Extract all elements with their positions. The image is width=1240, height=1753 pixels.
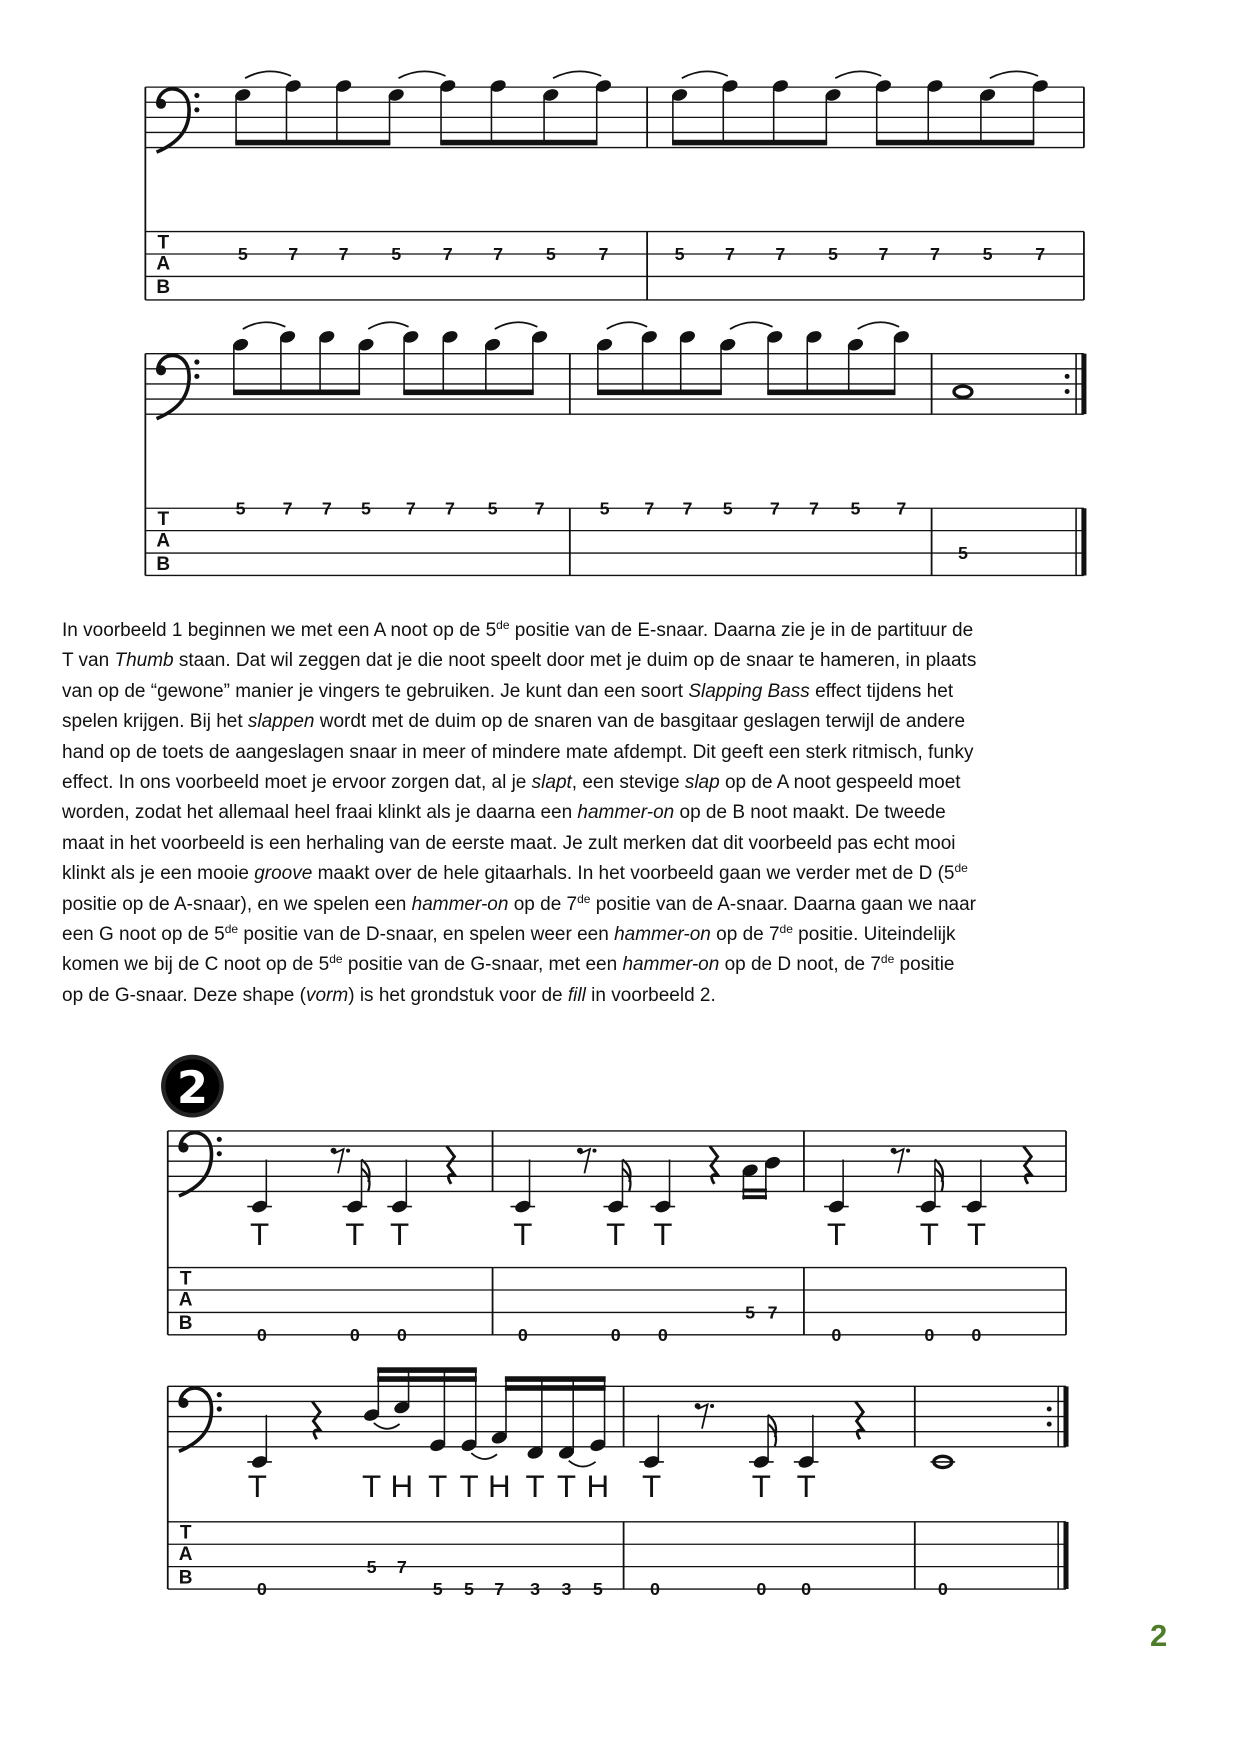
text-segment: positie van de D-snaar, en spelen weer een	[238, 924, 615, 946]
tab-clef-letter: B	[178, 1567, 193, 1589]
tab-number: 7	[493, 244, 504, 265]
rest-dot	[710, 1404, 714, 1408]
superscript-text: de	[779, 922, 793, 937]
slur	[245, 71, 291, 78]
tab-number: 5	[828, 244, 839, 265]
bass-clef-icon	[156, 89, 199, 152]
tab-number: 3	[530, 1579, 541, 1600]
slur	[835, 71, 881, 78]
italic-text: groove	[254, 863, 313, 885]
tab-number: 7	[775, 244, 786, 265]
slap-stroke-letter: T	[826, 1217, 846, 1253]
tab-number: 7	[321, 498, 332, 519]
clef-dot	[194, 374, 199, 379]
slap-stroke-letter: T	[606, 1217, 626, 1253]
tab-number: 7	[494, 1579, 505, 1600]
tab-number: 7	[282, 498, 293, 519]
slap-stroke-letter: T	[653, 1217, 673, 1253]
text-segment: worden, zodat het allemaal heel fraai klinkt als je daarna een	[62, 802, 578, 824]
text-segment: een G noot op de 5	[62, 924, 225, 946]
italic-text: slapt	[531, 772, 572, 794]
whole-note-head	[954, 386, 972, 397]
clef-dot	[217, 1406, 222, 1411]
tab-clef-letter: T	[157, 232, 170, 254]
italic-text: slap	[684, 772, 720, 794]
clef-dot	[217, 1137, 222, 1142]
clef-dot	[194, 93, 199, 98]
repeat-dot	[1065, 374, 1070, 379]
tab-number: 7	[445, 498, 455, 519]
tab-clef-letter: B	[156, 553, 171, 575]
slap-stroke-letter: T	[362, 1469, 382, 1505]
slap-stroke-letter: T	[966, 1217, 986, 1253]
text-segment: maat in het voorbeeld is een herhaling van de eerste maat. Je zult merken dat dit voorbeeld pas echt mooi	[62, 832, 956, 854]
tab-clef-letter: B	[178, 1313, 193, 1335]
tab-number: 5	[850, 498, 861, 519]
tab-clef-letter: T	[179, 1268, 192, 1290]
tab-number: 0	[924, 1324, 935, 1345]
text-segment: In voorbeeld 1 beginnen we met een A noot op de 5	[62, 620, 497, 641]
tab-number: 5	[366, 1556, 377, 1577]
text-segment: , een stevige	[571, 772, 685, 794]
paragraph-line	[62, 829, 1182, 859]
text-segment: positie van de G-snaar, met een	[342, 954, 623, 976]
text-segment: komen we bij de C noot op de 5	[62, 954, 330, 976]
italic-text: slappen	[247, 711, 315, 733]
tab-number: 7	[929, 244, 940, 265]
tab-number: 0	[517, 1324, 528, 1345]
text-segment: spelen krijgen. Bij het	[62, 711, 248, 733]
slap-stroke-letter: H	[487, 1469, 511, 1505]
slur	[471, 1453, 497, 1459]
paragraph-line	[62, 738, 1182, 768]
beam	[742, 1188, 767, 1192]
tab-clef-letter: B	[156, 277, 171, 299]
text-segment: maakt over de hele gitaarhals. In het voorbeeld gaan we verder met de D (5	[312, 863, 955, 885]
slap-stroke-letter: H	[586, 1469, 610, 1505]
text-segment: hand op de toets de aangeslagen snaar in meer of mindere mate afdempt. Dit geeft een sterk ritmisch, funky	[62, 741, 974, 763]
beam	[597, 390, 722, 396]
dotted-eighth-rest-icon	[695, 1403, 714, 1429]
paragraph-line	[62, 677, 1182, 707]
rest-dot	[592, 1149, 596, 1153]
tab-number: 7	[534, 498, 545, 519]
tab-number: 7	[809, 498, 819, 519]
italic-text: hammer-on	[614, 924, 711, 946]
tab-number: 7	[725, 244, 735, 265]
tab-number: 7	[769, 498, 780, 519]
slur	[398, 71, 445, 78]
paragraph-line	[62, 859, 1182, 889]
clef-dot	[194, 107, 199, 112]
slap-stroke-letter: T	[513, 1217, 533, 1253]
tab-number: 0	[256, 1324, 267, 1345]
italic-text: vorm	[305, 984, 349, 1006]
slur	[730, 322, 773, 329]
text-segment: positie op de A-snaar), en we spelen een	[62, 893, 412, 915]
dotted-eighth-rest-icon	[331, 1148, 350, 1174]
text-segment: T van	[62, 650, 115, 672]
tab-clef-letter: T	[157, 509, 170, 531]
beam	[505, 1376, 606, 1382]
bass-clef-icon	[156, 355, 199, 418]
slur	[368, 322, 408, 329]
italic-text: Thumb	[114, 650, 174, 672]
italic-text: Slapping Bass	[688, 680, 810, 702]
tab-number: 5	[745, 1302, 756, 1323]
slap-stroke-letter: T	[751, 1469, 771, 1505]
beam	[742, 1195, 767, 1199]
tab-number: 5	[722, 498, 733, 519]
tab-number: 7	[896, 498, 907, 519]
tab-number: 5	[391, 244, 402, 265]
clef-curve	[157, 89, 190, 152]
slur	[243, 322, 286, 329]
slap-stroke-letter: T	[459, 1469, 479, 1505]
tab-number: 0	[971, 1324, 982, 1345]
tab-number: 0	[396, 1324, 407, 1345]
text-segment: op de B noot maakt. De tweede	[674, 802, 946, 824]
quarter-rest-icon	[1023, 1146, 1031, 1184]
tab-number: 5	[592, 1579, 603, 1600]
quarter-rest-icon	[855, 1401, 863, 1439]
bass-clef-icon	[178, 1133, 221, 1196]
tab-number: 7	[644, 498, 655, 519]
tab-number: 0	[657, 1324, 668, 1345]
superscript-text: de	[577, 891, 591, 906]
tab-number: 7	[767, 1302, 778, 1323]
badge-number: 2	[176, 1060, 208, 1114]
slap-stroke-letter: T	[642, 1469, 662, 1505]
quarter-rest-icon	[447, 1146, 455, 1184]
tab-number: 5	[957, 543, 968, 564]
slur	[607, 322, 647, 329]
paragraph-line	[62, 950, 1182, 980]
beam	[876, 140, 1034, 146]
superscript-text: de	[329, 952, 343, 967]
italic-text: hammer-on	[577, 802, 675, 824]
text-segment: ) is het grondstuk voor de	[348, 984, 568, 1006]
tab-clef-letter: A	[178, 1543, 193, 1565]
tab-number: 5	[982, 244, 993, 265]
bass-clef-icon	[178, 1388, 221, 1451]
slap-stroke-letter: T	[345, 1217, 365, 1253]
text-segment: op de D noot, de 7	[719, 954, 881, 976]
beam	[233, 390, 360, 396]
quarter-rest-icon	[312, 1401, 320, 1439]
clef-dot	[194, 359, 199, 364]
dotted-eighth-rest-icon	[891, 1148, 910, 1174]
tab-clef-letter: T	[179, 1522, 192, 1544]
tab-number: 5	[599, 498, 610, 519]
slap-stroke-letter: T	[525, 1469, 545, 1505]
beam	[440, 140, 597, 146]
beam	[377, 1367, 477, 1373]
italic-text: hammer-on	[411, 893, 509, 915]
slap-stroke-letter: T	[390, 1217, 410, 1253]
rest-dot	[346, 1149, 350, 1153]
repeat-dot	[1047, 1407, 1052, 1412]
superscript-text: de	[496, 618, 510, 632]
tab-number: 7	[682, 498, 693, 519]
repeat-dot	[1065, 389, 1070, 394]
text-segment: op de G-snaar. Deze shape (	[62, 984, 306, 1006]
paragraph-line	[62, 768, 1182, 798]
dotted-eighth-rest-icon	[577, 1148, 596, 1174]
tab-number: 0	[831, 1324, 842, 1345]
text-segment: positie van de A-snaar. Daarna gaan we naar	[590, 893, 976, 915]
clef-curve	[179, 1133, 212, 1196]
tab-number: 7	[288, 244, 299, 265]
slap-stroke-letter: T	[556, 1469, 577, 1505]
slur	[858, 322, 899, 329]
beam	[767, 390, 895, 396]
repeat-dot	[1047, 1422, 1052, 1427]
paragraph-line	[62, 981, 1182, 1011]
slur	[569, 1461, 596, 1467]
superscript-text: de	[954, 861, 968, 876]
slap-stroke-letter: T	[428, 1469, 448, 1505]
tab-number: 5	[674, 244, 685, 265]
paragraph-line	[62, 798, 1182, 828]
italic-text: hammer-on	[622, 954, 720, 976]
tab-number: 7	[442, 244, 453, 265]
slap-stroke-letter: H	[390, 1469, 414, 1505]
beam	[505, 1385, 606, 1391]
tab-number: 5	[487, 498, 498, 519]
paragraph-line	[62, 616, 1182, 646]
slur	[495, 322, 538, 329]
clef-curve	[157, 355, 190, 418]
tab-number: 0	[801, 1579, 812, 1600]
text-segment: klinkt als je een mooie	[62, 863, 255, 885]
text-segment: positie. Uiteindelijk	[792, 924, 956, 946]
beam	[403, 390, 533, 396]
slap-stroke-letter: T	[250, 1217, 270, 1253]
rest-dot	[906, 1149, 910, 1153]
tab-number: 7	[396, 1556, 407, 1577]
page-number: 2	[1150, 1618, 1168, 1653]
superscript-text: de	[224, 922, 239, 937]
example-2-badge	[161, 1055, 224, 1118]
tab-number: 0	[610, 1324, 621, 1345]
tab-number: 0	[256, 1579, 267, 1600]
slur	[553, 71, 601, 78]
tab-clef-letter: A	[156, 530, 171, 552]
tab-clef-letter: A	[178, 1289, 193, 1311]
paragraph-line	[62, 646, 1182, 676]
tab-number: 5	[432, 1579, 443, 1600]
tab-number: 0	[649, 1579, 660, 1600]
clef-dot	[217, 1392, 222, 1397]
slap-stroke-letter: T	[247, 1469, 267, 1505]
tab-number: 5	[237, 244, 248, 265]
tab-clef-letter: A	[156, 253, 171, 275]
text-segment: staan. Dat wil zeggen dat je die noot speelt door met je duim op de snaar te hameren, in plaats	[173, 650, 977, 672]
beam	[235, 140, 390, 146]
slur	[374, 1423, 400, 1429]
clef-curve	[179, 1388, 212, 1451]
tab-number: 0	[937, 1579, 948, 1600]
text-segment: effect tijdens het	[809, 680, 954, 702]
tab-number: 7	[405, 498, 416, 519]
tab-number: 7	[598, 244, 609, 265]
explanation-paragraph	[62, 616, 1182, 1011]
tab-number: 3	[561, 1579, 572, 1600]
tab-number: 5	[545, 244, 556, 265]
paragraph-line	[62, 707, 1182, 737]
text-segment: positie van de E-snaar. Daarna zie je in de partituur de	[509, 620, 974, 641]
text-segment: effect. In ons voorbeeld moet je ervoor zorgen dat, al je	[62, 772, 532, 794]
tab-number: 5	[235, 498, 246, 519]
paragraph-line	[62, 890, 1182, 920]
tab-number: 7	[878, 244, 889, 265]
tab-number: 0	[756, 1579, 767, 1600]
beam	[377, 1376, 477, 1382]
superscript-text: de	[880, 952, 895, 967]
paragraph-line	[62, 920, 1182, 950]
tab-number: 5	[464, 1579, 475, 1600]
text-segment: in voorbeeld 2.	[585, 984, 716, 1006]
tab-number: 7	[1035, 244, 1046, 265]
tab-number: 7	[338, 244, 349, 265]
slur	[990, 71, 1038, 78]
tab-number: 0	[349, 1324, 360, 1345]
italic-text: fill	[567, 984, 586, 1006]
text-segment: op de 7	[710, 924, 780, 946]
clef-dot	[217, 1151, 222, 1156]
slap-stroke-letter: T	[796, 1469, 816, 1505]
text-segment: op de A noot gespeeld moet	[719, 772, 961, 794]
text-segment: wordt met de duim op de snaren van de basgitaar geslagen terwijl de andere	[314, 711, 966, 733]
text-segment: positie	[894, 954, 955, 976]
slur	[682, 71, 728, 78]
quarter-rest-icon	[710, 1146, 718, 1184]
tab-number: 5	[361, 498, 371, 519]
slap-stroke-letter: T	[919, 1217, 939, 1253]
text-segment: op de 7	[508, 893, 578, 915]
beam	[672, 140, 827, 146]
text-segment: van op de “gewone” manier je vingers te gebruiken. Je kunt dan een soort	[62, 680, 689, 702]
